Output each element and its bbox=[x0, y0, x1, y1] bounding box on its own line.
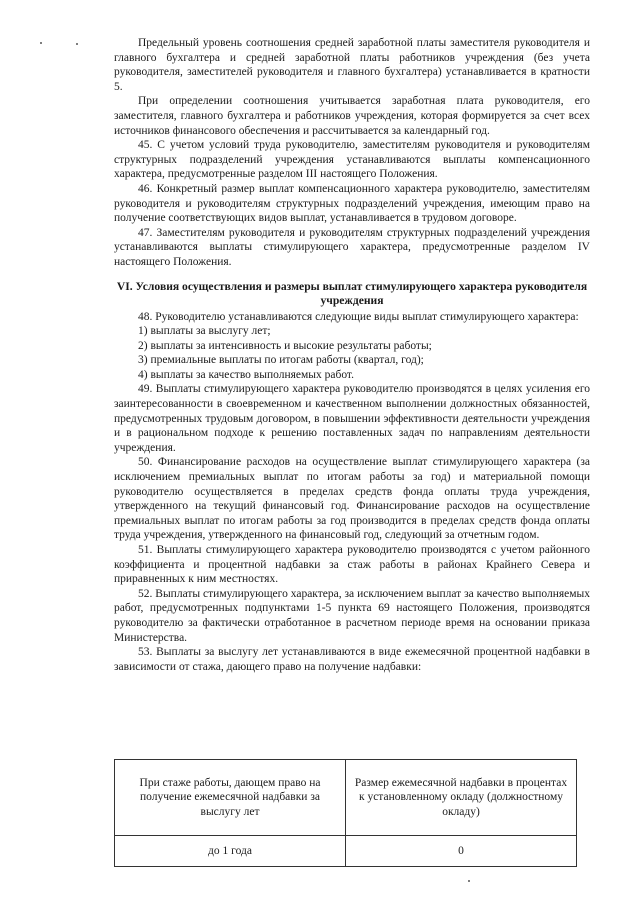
list-item: 2) выплаты за интенсивность и высокие результаты работы; bbox=[138, 339, 432, 352]
seniority-bonus-table bbox=[114, 759, 577, 867]
paragraph: 50. Финансирование расходов на осуществление выплат стимулирующего характера (за исключением премиальных выплат по итогам работы за год) и материальной помощи руководителю осуществляется в пределах средств фонда оплаты труда учреждения, утвержденного на текущий финансовый год. Финансирование расходов на осуществление премиальных выплат по итогам работы за год производится в пределах средств фонда оплаты труда учреждения, утвержденного на финансовый год, следующий за отчетным годом. bbox=[114, 456, 590, 542]
scan-speck bbox=[40, 42, 42, 44]
table-header-row bbox=[115, 760, 577, 836]
table-header-cell: Размер ежемесячной надбавки в процентах к установленному окладу (должностному окладу) bbox=[346, 760, 577, 836]
list-item: 4) выплаты за качество выполняемых работ. bbox=[138, 368, 354, 381]
list-item: 1) выплаты за выслугу лет; bbox=[138, 325, 271, 338]
paragraph: 47. Заместителям руководителя и руководителям структурных подразделений учреждения устанавливаются выплаты стимулирующего характера, предусмотренные разделом IV настоящего Положения. bbox=[114, 226, 590, 268]
paragraph: 48. Руководителю устанавливаются следующие виды выплат стимулирующего характера: bbox=[138, 310, 579, 323]
paragraph: При определении соотношения учитывается заработная плата руководителя, его заместителя, главного бухгалтера и работников учреждения, которая формируется за счет всех источников финансового обеспечения и рассчитывается за календарный год. bbox=[114, 95, 590, 137]
section-title: VI. Условия осуществления и размеры выплат стимулирующего характера руководителя учреждения bbox=[116, 279, 588, 307]
list-item: 3) премиальные выплаты по итогам работы (квартал, год); bbox=[138, 354, 424, 367]
paragraph: 45. С учетом условий труда руководителю, заместителям руководителя и руководителям структурных подразделений учреждения устанавливаются выплаты компенсационного характера, предусмотренные разделом III настоящего Положения. bbox=[114, 139, 590, 181]
paragraph: 53. Выплаты за выслугу лет устанавливаются в виде ежемесячной процентной надбавки в зависимости от стажа, дающего право на получение надбавки: bbox=[114, 646, 590, 673]
document-body bbox=[114, 36, 590, 674]
scan-speck bbox=[76, 43, 78, 45]
table-row bbox=[115, 836, 577, 867]
table-header-cell: При стаже работы, дающем право на получение ежемесячной надбавки за выслугу лет bbox=[115, 760, 346, 836]
paragraph: Предельный уровень соотношения средней заработной платы заместителя руководителя и главного бухгалтера и средней заработной платы работников учреждения (без учета руководителя, заместителей руководителя и главного бухгалтера) устанавливается в кратности 5. bbox=[114, 37, 590, 93]
paragraph: 52. Выплаты стимулирующего характера, за исключением выплат за качество выполняемых работ, предусмотренных подпунктами 1-5 пункта 69 настоящего Положения, производятся руководителю за фактически отработанное в расчетном периоде время на основании приказа Министерства. bbox=[114, 587, 590, 644]
paragraph: 51. Выплаты стимулирующего характера руководителю производятся с учетом районного коэффициента и процентной надбавки за стаж работы в районах Крайнего Севера и приравненных к ним местностях. bbox=[114, 544, 590, 586]
table-cell: 0 bbox=[346, 836, 577, 867]
table-cell: до 1 года bbox=[115, 836, 346, 867]
paragraph: 49. Выплаты стимулирующего характера руководителю производятся в целях усиления его заинтересованности в своевременном и качественном выполнении должностных обязанностей, предусмотренных трудовым договором, в повышении эффективности деятельности учреждения и в рациональном подходе к решению поставленных задач по направлениям деятельности учреждения. bbox=[114, 383, 590, 454]
scan-speck bbox=[468, 880, 470, 882]
paragraph: 46. Конкретный размер выплат компенсационного характера руководителю, заместителям руководителя и руководителям структурных подразделений учреждения, имеющим право на получение соответствующих видов выплат, устанавливается в трудовом договоре. bbox=[114, 182, 590, 225]
